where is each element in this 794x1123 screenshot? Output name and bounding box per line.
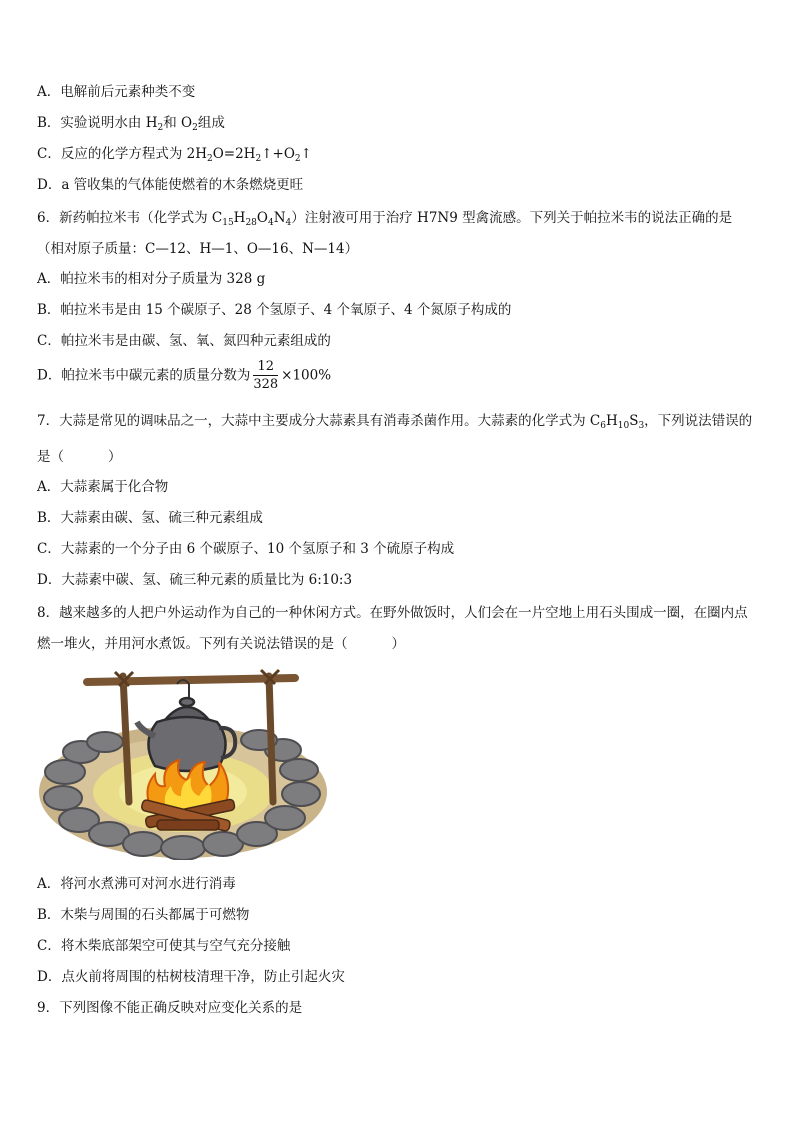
q7-option-b: B．大蒜素由碳、氢、硫三种元素组成 — [37, 510, 263, 526]
q5-option-c: C．反应的化学方程式为 $2H_2O=2H_2↑+O_2↑$ — [37, 146, 312, 164]
q7-option-c: C．大蒜素的一个分子由 6 个碳原子、10 个氢原子和 3 个硫原子构成 — [37, 541, 455, 557]
q9-stem: 9．下列图像不能正确反映对应变化关系的是 — [37, 1000, 303, 1016]
q8-option-d: D．点火前将周围的枯树枝清理干净，防止引起火灾 — [37, 969, 345, 985]
q6-option-a: A．帕拉米韦的相对分子质量为 328 g — [37, 271, 266, 287]
q5-option-a: A．电解前后元素种类不变 — [37, 84, 196, 100]
q6-option-b: B．帕拉米韦是由 15 个碳原子、28 个氢原子、4 个氧原子、4 个氮原子构成的 — [37, 302, 512, 318]
q6-stem: 6．新药帕拉米韦（化学式为 $C_{15}H_{28}O_4N_4$）注射液可用于治疗 H7N9 型禽流感。下列关于帕拉米韦的说法正确的是（相对原子质量：C—12、H—1、O—16、N—14） — [37, 210, 733, 257]
q6-option-d: D．帕拉米韦中碳元素的质量分数为 $\frac{12}{328}$ ×100% — [37, 359, 332, 392]
q5-option-d: D．a 管收集的气体能使燃着的木条燃烧更旺 — [37, 177, 304, 193]
q7-option-a: A．大蒜素属于化合物 — [37, 479, 169, 495]
q8-option-c: C．将木柴底部架空可使其与空气充分接触 — [37, 938, 291, 954]
q7-option-d: D．大蒜素中碳、氢、硫三种元素的质量比为 6:10:3 — [37, 572, 353, 588]
q6-option-c: C．帕拉米韦是由碳、氢、氧、氮四种元素组成的 — [37, 333, 331, 349]
q8-stem: 8．越来越多的人把户外运动作为自己的一种休闲方式。在野外做饭时，人们会在一片空地上用石头围成一圈，在圈内点燃一堆火，并用河水煮饭。下列有关说法错误的是（ ） — [37, 605, 748, 652]
campfire-kettle-illustration — [37, 662, 329, 860]
q8-option-a: A．将河水煮沸可对河水进行消毒 — [37, 876, 236, 892]
q8-option-b: B．木柴与周围的石头都属于可燃物 — [37, 907, 250, 923]
q5-option-b: B．实验说明水由 $H_2$和 $O_2$组成 — [37, 115, 225, 133]
q7-stem: 7．大蒜是常见的调味品之一，大蒜中主要成分大蒜素具有消毒杀菌作用。大蒜素的化学式为 $C_6H_{10}S_3$，下列说法错误的是（ ） — [37, 413, 753, 465]
fraction: $\frac{12}{328}$ — [253, 359, 279, 392]
